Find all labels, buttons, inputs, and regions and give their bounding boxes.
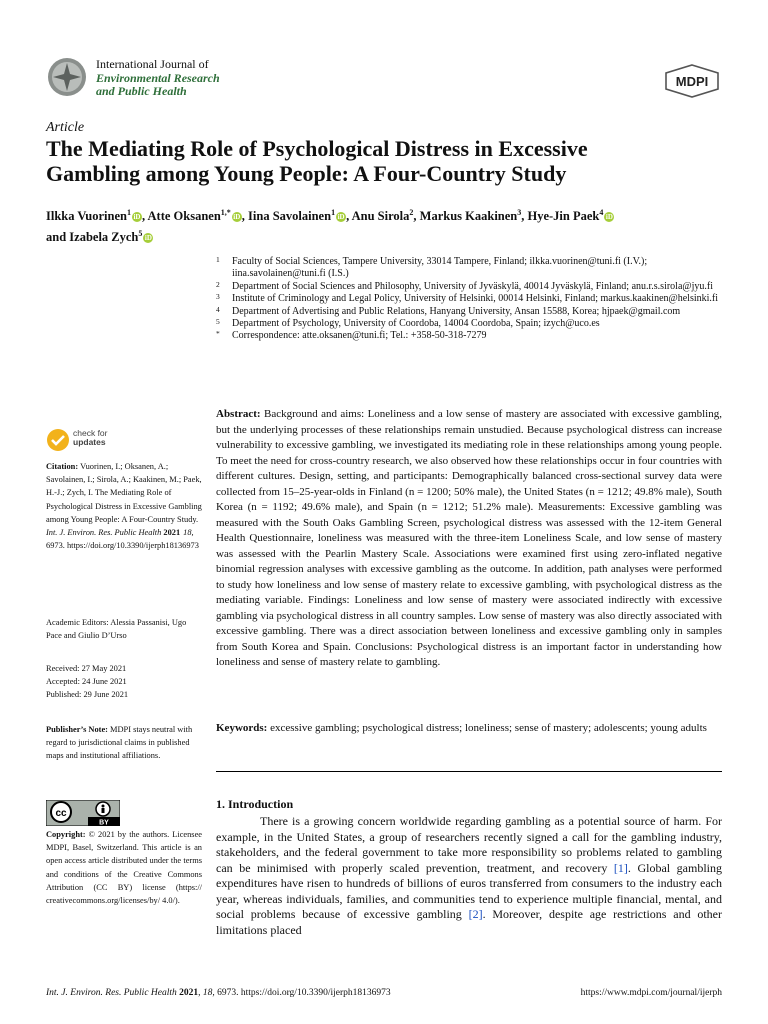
author-name: Anu Sirola (351, 209, 410, 224)
affiliation-number: 2 (216, 279, 220, 289)
check-updates-line2: updates (73, 437, 106, 447)
affiliation-item (216, 281, 736, 293)
author-separator: , (141, 209, 148, 224)
keywords-label: Keywords: (216, 722, 268, 734)
author-affiliation-sup: 2 (409, 208, 414, 217)
orcid-icon[interactable]: iD (233, 213, 241, 222)
date-received: Received: 27 May 2021 (46, 664, 127, 673)
cc-badge-text: BY (99, 819, 109, 826)
citation-block (46, 460, 202, 552)
copyright-text: © 2021 by the authors. Licensee MDPI, Basel, Switzerland. This article is an open access article distributed under the terms and conditions of the Creative Commons Attribution (CC BY) license (https:// creativecommons.org/licenses/by/ 4.0/). (46, 830, 203, 906)
affiliation-text: Faculty of Social Sciences, Tampere University, 33014 Tampere, Finland; ilkka.vuorinen@tuni.fi (I.V.); iina.savolainen@tuni.fi (I.S.) (232, 256, 648, 280)
citation-label: Citation: (46, 462, 79, 471)
academic-editors: Academic Editors: Alessia Passanisi, Ugo Pace and Giulio D’Urso (46, 618, 187, 641)
article-type: Article (46, 120, 85, 135)
author-affiliation-sup: 4 (599, 208, 604, 217)
affiliation-item (216, 293, 736, 305)
affiliation-number: 1 (216, 255, 220, 264)
section-divider (216, 771, 722, 772)
author-list (46, 204, 746, 246)
footer-journal: Int. J. Environ. Res. Public Health (46, 988, 177, 998)
article-title: The Mediating Role of Psychological Distress in Excessive Gambling among Young People: A Four-Country Study (46, 136, 588, 186)
citation-link-2[interactable]: [2] (468, 907, 483, 921)
affiliation-number: 5 (216, 317, 220, 327)
journal-logo-icon (46, 56, 88, 98)
author-name: and Izabela Zych (46, 230, 139, 245)
author-name: Iina Savolainen (248, 209, 332, 224)
orcid-icon[interactable]: iD (337, 213, 345, 222)
intro-text-part2: . Global gambling expenditures have risen to hundreds of billions of euros transferred from consumers to the industry each year, whereas individuals, families, and communities tend to experience multiple financial, mental, and social problems because of excessive gambling (216, 860, 722, 921)
orcid-icon[interactable]: iD (133, 213, 141, 222)
author-name: Markus Kaakinen (419, 209, 518, 224)
footer-journal-url[interactable]: https://www.mdpi.com/journal/ijerph (580, 988, 722, 998)
check-updates-icon (46, 428, 70, 452)
author-affiliation-sup: 1 (126, 208, 131, 217)
copyright-block (46, 828, 202, 907)
mdpi-logo-text: MDPI (675, 74, 709, 89)
author-name: Ilkka Vuorinen (46, 209, 127, 224)
affiliation-item (216, 306, 736, 318)
author-affiliation-sup: 5 (138, 229, 143, 239)
affiliation-text: Department of Psychology, University of Coordoba, 14004 Coordoba, Spain; izych@uco.es (232, 318, 600, 330)
affiliation-text: Correspondence: atte.oksanen@tuni.fi; Tel.: +358-50-318-7279 (232, 330, 487, 342)
affiliation-item (216, 330, 736, 342)
citation-year: 2021 (163, 528, 181, 538)
citation-link-1[interactable]: [1] (613, 860, 628, 875)
affiliation-text: Department of Advertising and Public Relations, Hanyang University, Ansan 15588, Korea; hjpaek@gmail.com (232, 305, 681, 317)
intro-text-part1: There is a growing concern worldwide regarding gambling as a potential source of harm. For example, in the United States, a group of researchers recently signed a call for the gambling industry, stakeholders, and the federal government to take more responsibility so problems related to gambling can be minimised with properly scaled prevention, treatment, and recovery (216, 814, 722, 875)
keywords (216, 721, 722, 737)
affiliation-number: * (216, 329, 220, 339)
journal-name-line2: Environmental Research (96, 70, 220, 85)
author-separator: , (521, 209, 528, 224)
check-for-updates-button[interactable] (46, 426, 136, 456)
author-name: Atte Oksanen (147, 209, 221, 224)
journal-name-line3: and Public Health (96, 84, 187, 98)
intro-text-part3: . Moreover, despite age restrictions and other limitations placed (216, 907, 722, 937)
affiliation-text: Department of Social Sciences and Philosophy, University of Jyväskylä, 40014 Jyväskylä, Finland; anu.r.s.sirola@jyu.fi (232, 280, 713, 292)
footer-year: 2021 (179, 988, 199, 998)
abstract-text: Background and aims: Loneliness and a low sense of mastery are associated with excessive gambling, but the underlying processes of these relationships remain unstudied. Because psychological distress can increase vulnerability to excessive gambling, we investigated its mediating role in these relationships among young people. To meet the need for cross-country research, we also observed how these relationships occur in four countries with different cultures. Design, setting, and participants: Demographically balanced cross-sectional survey data were collected from 15–25-year-olds in Finland (n = 1200; 50% male), the United States (n = 1212; 49.8% male), South Korea (n = 1192; 49.6% male), and Spain (n = 1212; 51.2% male). Measurements: Excessive gambling was measured with the South Oaks Gambling Screen, psychological distress was assessed with the 12-item General Health Questionnaire, loneliness was measured with the three-item Loneliness Scale, and low sense of mastery was assessed with the Pearlin Mastery Scale. Associations were examined first using zero-inflated negative binomial regression analyses with excessive gambling as the outcome. In addition, path analyses were performed to study how loneliness and low sense of mastery relate to excessive gambling, with psychological distress as the mediating variable. Findings: Loneliness and low sense of mastery were associated indirectly with excessive gambling via psychological distress in all country samples. Low sense of mastery was also directly associated with excessive gambling. There was a direct association between loneliness and excessive gambling only in samples from South Korea and Spain. Conclusions: Psychological distress is an important factor in understanding how loneliness and sense of mastery relate to gambling. (216, 408, 722, 668)
abstract-label: Abstract: (216, 408, 261, 420)
orcid-icon[interactable]: iD (605, 213, 613, 222)
citation-vol: 18, (183, 528, 194, 538)
introduction-paragraph (216, 814, 722, 938)
affiliation-item (216, 318, 736, 330)
section-heading-introduction: 1. Introduction (216, 797, 294, 811)
author-name: Hye-Jin Paek (527, 209, 600, 224)
publisher-note-text: MDPI stays neutral with regard to jurisdictional claims in published maps and institutional affiliations. (46, 725, 193, 761)
dates-block (46, 662, 202, 702)
mdpi-logo (664, 64, 720, 98)
check-updates-line1: check for (73, 428, 108, 438)
date-accepted: Accepted: 24 June 2021 (46, 677, 127, 687)
cc-by-license-badge[interactable] (46, 800, 120, 826)
affiliations (216, 256, 736, 343)
citation-journal: Int. J. Environ. Res. Public Health (46, 528, 162, 538)
author-affiliation-sup: 1 (331, 208, 336, 217)
affiliation-item (216, 256, 736, 281)
copyright-label: Copyright: (46, 830, 86, 839)
orcid-icon[interactable]: iD (144, 234, 152, 243)
date-published: Published: 29 June 2021 (46, 690, 129, 700)
affiliation-text: Institute of Criminology and Legal Policy, University of Helsinki, 00014 Helsinki, Finland; markus.kaakinen@helsinki.fi (232, 293, 718, 305)
author-separator: , (241, 209, 249, 224)
affiliation-number: 4 (216, 304, 220, 314)
author-affiliation-sup: 1,* (220, 208, 231, 217)
journal-name (96, 58, 220, 99)
citation-text: Vuorinen, I.; Oksanen, A.; Savolainen, I.; Sirola, A.; Kaakinen, M.; Paek, H.-J.; Zych, I. The Mediating Role of Psychological Distress in Excessive Gambling among Young People: A Four-Country Study. (46, 462, 202, 524)
citation-doi-link[interactable]: https://doi.org/10.3390/ijerph18136973 (66, 541, 199, 551)
abstract (216, 407, 722, 671)
publisher-note-label: Publisher’s Note: (46, 725, 108, 734)
author-affiliation-sup: 3 (517, 208, 522, 217)
svg-text:cc: cc (55, 808, 67, 819)
citation-pages: 6973. (46, 541, 65, 551)
footer-doi[interactable]: 6973. https://doi.org/10.3390/ijerph18136973 (217, 988, 391, 998)
author-separator: , (413, 209, 420, 224)
footer-vol: 18, (202, 988, 215, 998)
footer-citation: Int. J. Environ. Res. Public Health 2021, 18, 6973. https://doi.org/10.3390/ijerph18136973 (46, 988, 391, 998)
publisher-note (46, 723, 202, 763)
journal-name-line1: International Journal of (96, 57, 209, 71)
keywords-text: excessive gambling; psychological distress; loneliness; sense of mastery; adolescents; young adults (270, 722, 707, 734)
author-separator: , (346, 209, 352, 224)
affiliation-number: 3 (216, 292, 220, 302)
author-separator (614, 209, 617, 223)
